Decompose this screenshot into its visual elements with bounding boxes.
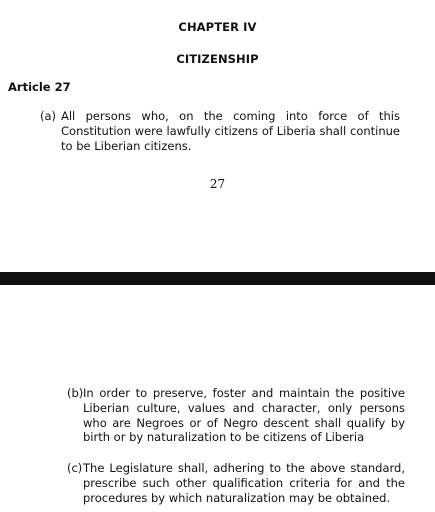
section-heading: CITIZENSHIP — [176, 52, 259, 66]
clause-c-text: The Legislature shall, adhering to the above standard, prescribe such other qualification criteria for and the procedures by which naturalization may be obtained. — [83, 461, 405, 505]
page-number: 27 — [209, 177, 226, 191]
clause-b — [67, 386, 407, 450]
clause-a-text: All persons who, on the coming into force of this Constitution were lawfully citizens of Liberia shall continue to be Liberian citizens. — [61, 109, 400, 153]
page-divider — [0, 272, 435, 285]
chapter-heading: CHAPTER IV — [178, 20, 257, 34]
clause-c — [67, 461, 407, 511]
clause-b-label: (b) — [67, 386, 84, 400]
clause-b-text: In order to preserve, foster and maintain the positive Liberian culture, values and character, only persons who are Negroes or of Negro descent shall qualify by birth or by naturalization to be citizens of Liberia — [83, 386, 405, 445]
document-page-bottom — [0, 285, 435, 512]
article-heading: Article 27 — [8, 80, 71, 94]
clause-a — [40, 109, 400, 159]
clause-c-label: (c) — [67, 461, 83, 475]
clause-a-label: (a) — [40, 109, 57, 123]
